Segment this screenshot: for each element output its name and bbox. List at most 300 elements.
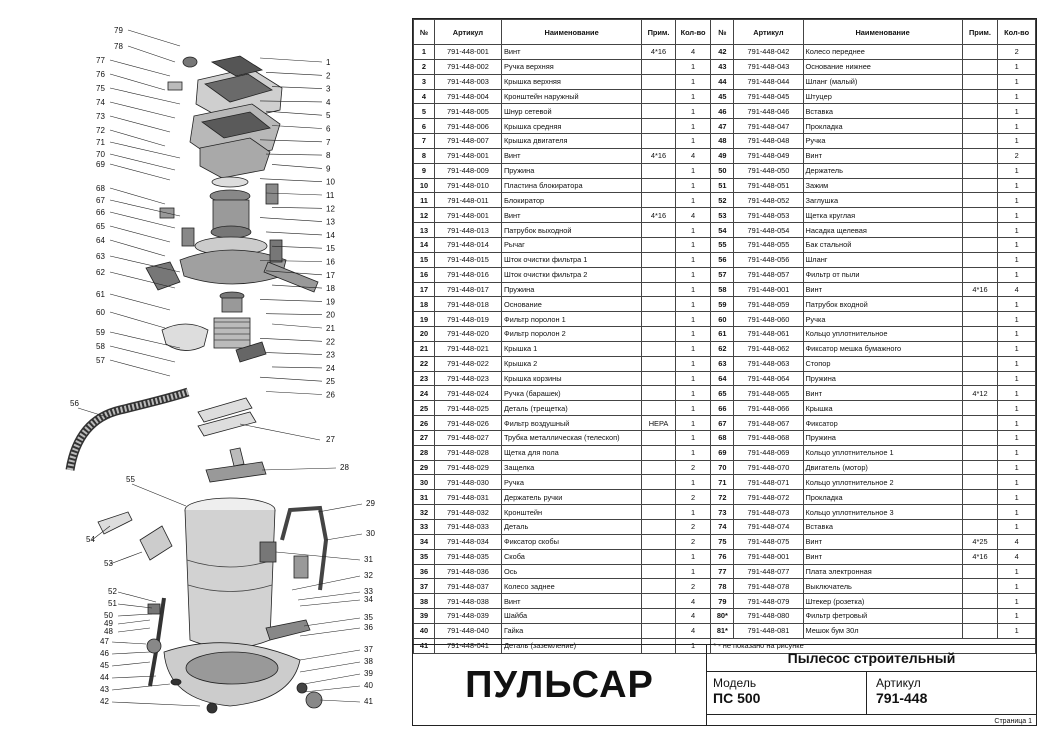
table-row (414, 371, 1036, 386)
part-qty: 1 (998, 297, 1036, 312)
part-qty: 1 (998, 208, 1036, 223)
part-qty: 1 (998, 59, 1036, 74)
callout-label: 22 (326, 337, 335, 347)
exploded-diagram (0, 0, 410, 743)
part-note (962, 208, 998, 223)
callout-leader (272, 126, 322, 129)
part-qty: 1 (675, 371, 711, 386)
part-qty: 1 (675, 178, 711, 193)
part-name: Прокладка (803, 490, 962, 505)
part-number: 45 (711, 89, 734, 104)
part-note (642, 623, 676, 638)
col-header-article-right: Артикул (734, 20, 803, 45)
part-qty: 1 (675, 237, 711, 252)
callout-label: 72 (96, 126, 105, 135)
callout-label: 77 (96, 56, 105, 65)
part-number: 80* (711, 609, 734, 624)
part-qty: 2 (675, 490, 711, 505)
part-article: 791-448-077 (734, 564, 803, 579)
part-note (962, 505, 998, 520)
part-note (642, 549, 676, 564)
parts-sheet (412, 18, 1037, 726)
part-number: 12 (414, 208, 435, 223)
part-qty: 1 (998, 564, 1036, 579)
part-qty: 4 (675, 623, 711, 638)
part-note (962, 252, 998, 267)
part-article: 791-448-037 (434, 579, 501, 594)
part-qty: 1 (998, 252, 1036, 267)
part-article: 791-448-078 (734, 579, 803, 594)
callout-leader (110, 116, 170, 132)
part-name: Крышка 1 (501, 341, 641, 356)
col-header-num-right: № (711, 20, 734, 45)
part-note (642, 59, 676, 74)
callout-leader (112, 676, 156, 678)
part-note (962, 104, 998, 119)
part-number: 2 (414, 59, 435, 74)
table-row (414, 430, 1036, 445)
part-note (642, 445, 676, 460)
part-name: Кронштейн (501, 505, 641, 520)
part-number: 74 (711, 520, 734, 535)
callout-label: 79 (114, 26, 123, 35)
part-number: 66 (711, 401, 734, 416)
callout-label: 61 (96, 290, 105, 299)
part-qty: 1 (998, 327, 1036, 342)
part-article: 791-448-079 (734, 594, 803, 609)
table-row (414, 312, 1036, 327)
callout-leader (272, 207, 322, 208)
part-name: Ось (501, 564, 641, 579)
part-name: Колесо переднее (803, 45, 962, 60)
part-number: 58 (711, 282, 734, 297)
part-number: 46 (711, 104, 734, 119)
part-number: 8 (414, 148, 435, 163)
part-article: 791-448-029 (434, 460, 501, 475)
part-note (962, 609, 998, 624)
part-name: Крышка (803, 401, 962, 416)
part-qty: 1 (675, 386, 711, 401)
part-qty: 1 (998, 490, 1036, 505)
part-qty: 1 (998, 356, 1036, 371)
table-row (414, 386, 1036, 401)
part-note (642, 237, 676, 252)
callout-label: 58 (96, 342, 105, 351)
part-qty: 1 (998, 520, 1036, 535)
part-name: Держатель ручки (501, 490, 641, 505)
part-article: 791-448-023 (434, 371, 501, 386)
callout-label: 50 (104, 611, 113, 620)
part-number: 48 (711, 134, 734, 149)
part-number: 70 (711, 460, 734, 475)
callout-label: 43 (100, 685, 109, 694)
part-name: Кольцо уплотнительное 1 (803, 445, 962, 460)
part-name: Фиксатор скобы (501, 534, 641, 549)
part-note (642, 520, 676, 535)
part-number: 49 (711, 148, 734, 163)
table-row (414, 223, 1036, 238)
part-article: 791-448-007 (434, 134, 501, 149)
part-article: 791-448-013 (434, 223, 501, 238)
callout-leader (300, 662, 360, 672)
part-note (642, 341, 676, 356)
part-note: 4*16 (962, 549, 998, 564)
part-number: 4 (414, 89, 435, 104)
part-note (962, 623, 998, 638)
part-note (962, 237, 998, 252)
part-name: Выключатель (803, 579, 962, 594)
callout-leader (110, 240, 165, 256)
part-qty: 4 (998, 282, 1036, 297)
callout-label: 75 (96, 84, 105, 93)
part-name: Щетка круглая (803, 208, 962, 223)
part-qty: 1 (998, 371, 1036, 386)
part-name: Винт (803, 549, 962, 564)
part-number: 17 (414, 282, 435, 297)
part-note (642, 223, 676, 238)
callout-leader (118, 620, 150, 624)
part-number: 77 (711, 564, 734, 579)
part-note (962, 59, 998, 74)
part-article: 791-448-043 (734, 59, 803, 74)
callout-label: 11 (326, 191, 335, 200)
callout-label: 60 (96, 308, 105, 317)
callout-leader (300, 650, 360, 660)
table-row (414, 134, 1036, 149)
part-number: 7 (414, 134, 435, 149)
part-qty: 1 (998, 74, 1036, 89)
callout-label: 36 (364, 623, 373, 632)
part-number: 57 (711, 267, 734, 282)
col-header-name-right: Наименование (803, 20, 962, 45)
part-article: 791-448-019 (434, 312, 501, 327)
callout-leader (266, 392, 322, 395)
callout-leader (110, 102, 175, 118)
callout-leader (304, 674, 360, 684)
part-qty: 1 (675, 104, 711, 119)
part-qty: 1 (998, 594, 1036, 609)
part-number: 28 (414, 445, 435, 460)
part-qty: 1 (998, 267, 1036, 282)
part-article: 791-448-028 (434, 445, 501, 460)
callout-leader (110, 226, 170, 242)
part-note (962, 564, 998, 579)
part-number: 59 (711, 297, 734, 312)
part-article: 791-448-073 (734, 505, 803, 520)
part-name: Крышка корзины (501, 371, 641, 386)
part-name: Двигатель (мотор) (803, 460, 962, 475)
col-header-qty-left: Кол-во (675, 20, 711, 45)
table-row (414, 401, 1036, 416)
callout-label: 9 (326, 164, 331, 174)
part-qty: 1 (998, 430, 1036, 445)
part-name: Винт (501, 45, 641, 60)
callout-label: 46 (100, 649, 109, 658)
part-note (642, 312, 676, 327)
part-number: 73 (711, 505, 734, 520)
table-row (414, 341, 1036, 356)
callout-leader (110, 346, 175, 362)
part-name: Фильтр поролон 1 (501, 312, 641, 327)
part-article: 791-448-048 (734, 134, 803, 149)
part-name: Ручка (803, 312, 962, 327)
part-qty: 2 (675, 579, 711, 594)
table-row (414, 104, 1036, 119)
callout-label: 62 (96, 268, 105, 277)
part-name: Насадка щелевая (803, 223, 962, 238)
part-name: Шланг (803, 252, 962, 267)
part-note: 4*16 (642, 208, 676, 223)
part-number: 27 (414, 430, 435, 445)
part-name: Патрубок входной (803, 297, 962, 312)
part-qty: 1 (998, 119, 1036, 134)
part-note: HEPA (642, 416, 676, 431)
part-name: Пружина (803, 430, 962, 445)
part-article: 791-448-038 (434, 594, 501, 609)
part-note (962, 163, 998, 178)
col-header-note-left: Прим. (642, 20, 676, 45)
callout-leader (266, 72, 322, 75)
part-article: 791-448-046 (734, 104, 803, 119)
part-article: 791-448-049 (734, 148, 803, 163)
part-article: 791-448-053 (734, 208, 803, 223)
callout-leader (118, 604, 152, 608)
callout-leader (260, 338, 322, 341)
part-qty: 1 (998, 445, 1036, 460)
part-name: Колесо заднее (501, 579, 641, 594)
part-number: 72 (711, 490, 734, 505)
part-number: 3 (414, 74, 435, 89)
part-qty: 1 (998, 237, 1036, 252)
part-number: 67 (711, 416, 734, 431)
part-name: Крышка 2 (501, 356, 641, 371)
callout-label: 74 (96, 98, 105, 107)
part-name: Защелка (501, 460, 641, 475)
part-note (962, 134, 998, 149)
part-name: Стопор (803, 356, 962, 371)
part-number: 44 (711, 74, 734, 89)
part-qty: 1 (675, 223, 711, 238)
model-box (707, 672, 867, 714)
part-note (962, 148, 998, 163)
callout-label: 7 (326, 137, 331, 147)
part-qty: 2 (998, 45, 1036, 60)
part-note (642, 490, 676, 505)
callout-leader (266, 154, 322, 155)
part-name: Винт (803, 534, 962, 549)
table-row (414, 327, 1036, 342)
part-note (642, 163, 676, 178)
part-article: 791-448-030 (434, 475, 501, 490)
part-qty: 4 (675, 45, 711, 60)
part-number: 62 (711, 341, 734, 356)
part-qty: 4 (675, 609, 711, 624)
callout-label: 29 (366, 499, 375, 508)
part-qty: 1 (998, 312, 1036, 327)
callout-label: 69 (96, 160, 105, 169)
callout-leader (272, 164, 322, 168)
part-number: 39 (414, 609, 435, 624)
part-name: Скоба (501, 549, 641, 564)
part-name: Заглушка (803, 193, 962, 208)
table-row (414, 416, 1036, 431)
parts-table-body (414, 45, 1036, 654)
callout-label: 40 (364, 681, 373, 690)
part-article: 791-448-064 (734, 371, 803, 386)
callout-label: 54 (86, 535, 95, 544)
part-number: 32 (414, 505, 435, 520)
part-name: Мешок бум 30л (803, 623, 962, 638)
part-number: 54 (711, 223, 734, 238)
table-row (414, 534, 1036, 549)
part-name: Зажим (803, 178, 962, 193)
callout-leader (260, 218, 322, 222)
part-number: 68 (711, 430, 734, 445)
callout-label: 1 (326, 58, 331, 67)
callout-label: 10 (326, 177, 335, 187)
col-header-note-right: Прим. (962, 20, 998, 45)
callout-label: 63 (96, 252, 105, 261)
table-row (414, 59, 1036, 74)
part-article: 791-448-045 (734, 89, 803, 104)
part-name: Винт (501, 594, 641, 609)
part-number: 1 (414, 45, 435, 60)
callout-label: 70 (96, 150, 105, 159)
part-article: 791-448-075 (734, 534, 803, 549)
part-note (962, 430, 998, 445)
callout-leader (272, 367, 322, 368)
part-number: 18 (414, 297, 435, 312)
part-qty: 2 (675, 520, 711, 535)
part-note (962, 520, 998, 535)
part-note (642, 193, 676, 208)
callout-label: 28 (340, 463, 349, 472)
callout-label: 78 (114, 42, 123, 51)
part-note (962, 371, 998, 386)
part-name: Кольцо уплотнительное (803, 327, 962, 342)
part-name: Патрубок выходной (501, 223, 641, 238)
part-name: Держатель (803, 163, 962, 178)
callout-label: 27 (326, 435, 335, 444)
callout-label: 30 (366, 529, 375, 538)
part-article: 791-448-052 (734, 193, 803, 208)
part-note (642, 534, 676, 549)
part-number: 15 (414, 252, 435, 267)
callout-label: 2 (326, 71, 331, 81)
table-footnote: * - не показано на рисунке (711, 638, 1036, 653)
part-qty: 1 (675, 416, 711, 431)
callout-leader (112, 684, 170, 690)
part-number: 26 (414, 416, 435, 431)
part-name: Шток очистки фильтра 1 (501, 252, 641, 267)
part-note (642, 104, 676, 119)
part-article: 791-448-054 (734, 223, 803, 238)
part-note (642, 460, 676, 475)
part-number: 76 (711, 549, 734, 564)
part-name: Фильтр воздушный (501, 416, 641, 431)
callout-leader (118, 628, 150, 632)
callout-leader (110, 60, 170, 76)
part-note (642, 371, 676, 386)
callout-label: 53 (104, 559, 113, 568)
callout-label: 57 (96, 356, 105, 365)
part-note: 4*25 (962, 534, 998, 549)
model-value: ПС 500 (713, 690, 761, 706)
table-row (414, 163, 1036, 178)
part-note (642, 252, 676, 267)
part-note (962, 74, 998, 89)
table-row (414, 178, 1036, 193)
part-note (962, 490, 998, 505)
part-article: 791-448-039 (434, 609, 501, 624)
part-qty: 4 (675, 148, 711, 163)
part-note (962, 178, 998, 193)
part-note (642, 356, 676, 371)
callout-leader (262, 468, 336, 470)
part-note (642, 282, 676, 297)
part-number: 47 (711, 119, 734, 134)
table-row (414, 252, 1036, 267)
callout-label: 55 (126, 475, 135, 484)
part-note (962, 445, 998, 460)
table-row (414, 148, 1036, 163)
part-qty: 1 (675, 252, 711, 267)
part-qty: 1 (998, 579, 1036, 594)
article-box (868, 672, 1036, 714)
part-name: Винт (803, 386, 962, 401)
callout-leader (110, 74, 165, 90)
part-number: 41 (414, 638, 435, 653)
table-row (414, 460, 1036, 475)
part-number: 13 (414, 223, 435, 238)
part-article: 791-448-033 (434, 520, 501, 535)
part-article: 791-448-003 (434, 74, 501, 89)
part-number: 56 (711, 252, 734, 267)
part-name: Ручка (501, 475, 641, 490)
part-article: 791-448-061 (734, 327, 803, 342)
part-name: Вставка (803, 520, 962, 535)
part-qty: 1 (998, 134, 1036, 149)
part-article: 791-448-027 (434, 430, 501, 445)
callout-label: 25 (326, 377, 335, 387)
part-name: Основание нижнее (803, 59, 962, 74)
part-name: Фиксатор мешка бумажного (803, 341, 962, 356)
part-number: 20 (414, 327, 435, 342)
part-name: Винт (803, 282, 962, 297)
col-header-num-left: № (414, 20, 435, 45)
part-article: 791-448-021 (434, 341, 501, 356)
part-name: Ручка верхняя (501, 59, 641, 74)
parts-table (413, 19, 1036, 654)
part-qty: 1 (998, 89, 1036, 104)
callout-label: 76 (96, 70, 105, 79)
callout-leader (260, 58, 322, 62)
part-note (642, 297, 676, 312)
diagram-svg (0, 0, 410, 743)
tank-drawing (147, 498, 326, 713)
part-number: 75 (711, 534, 734, 549)
part-note (962, 45, 998, 60)
part-note (962, 193, 998, 208)
part-qty: 2 (675, 460, 711, 475)
part-article: 791-448-050 (734, 163, 803, 178)
callout-leader (320, 700, 360, 702)
callout-label: 18 (326, 284, 335, 294)
table-row (414, 208, 1036, 223)
callout-leader (110, 552, 142, 564)
part-name: Деталь (заземление) (501, 638, 641, 653)
part-name: Трубка металлическая (телескоп) (501, 430, 641, 445)
